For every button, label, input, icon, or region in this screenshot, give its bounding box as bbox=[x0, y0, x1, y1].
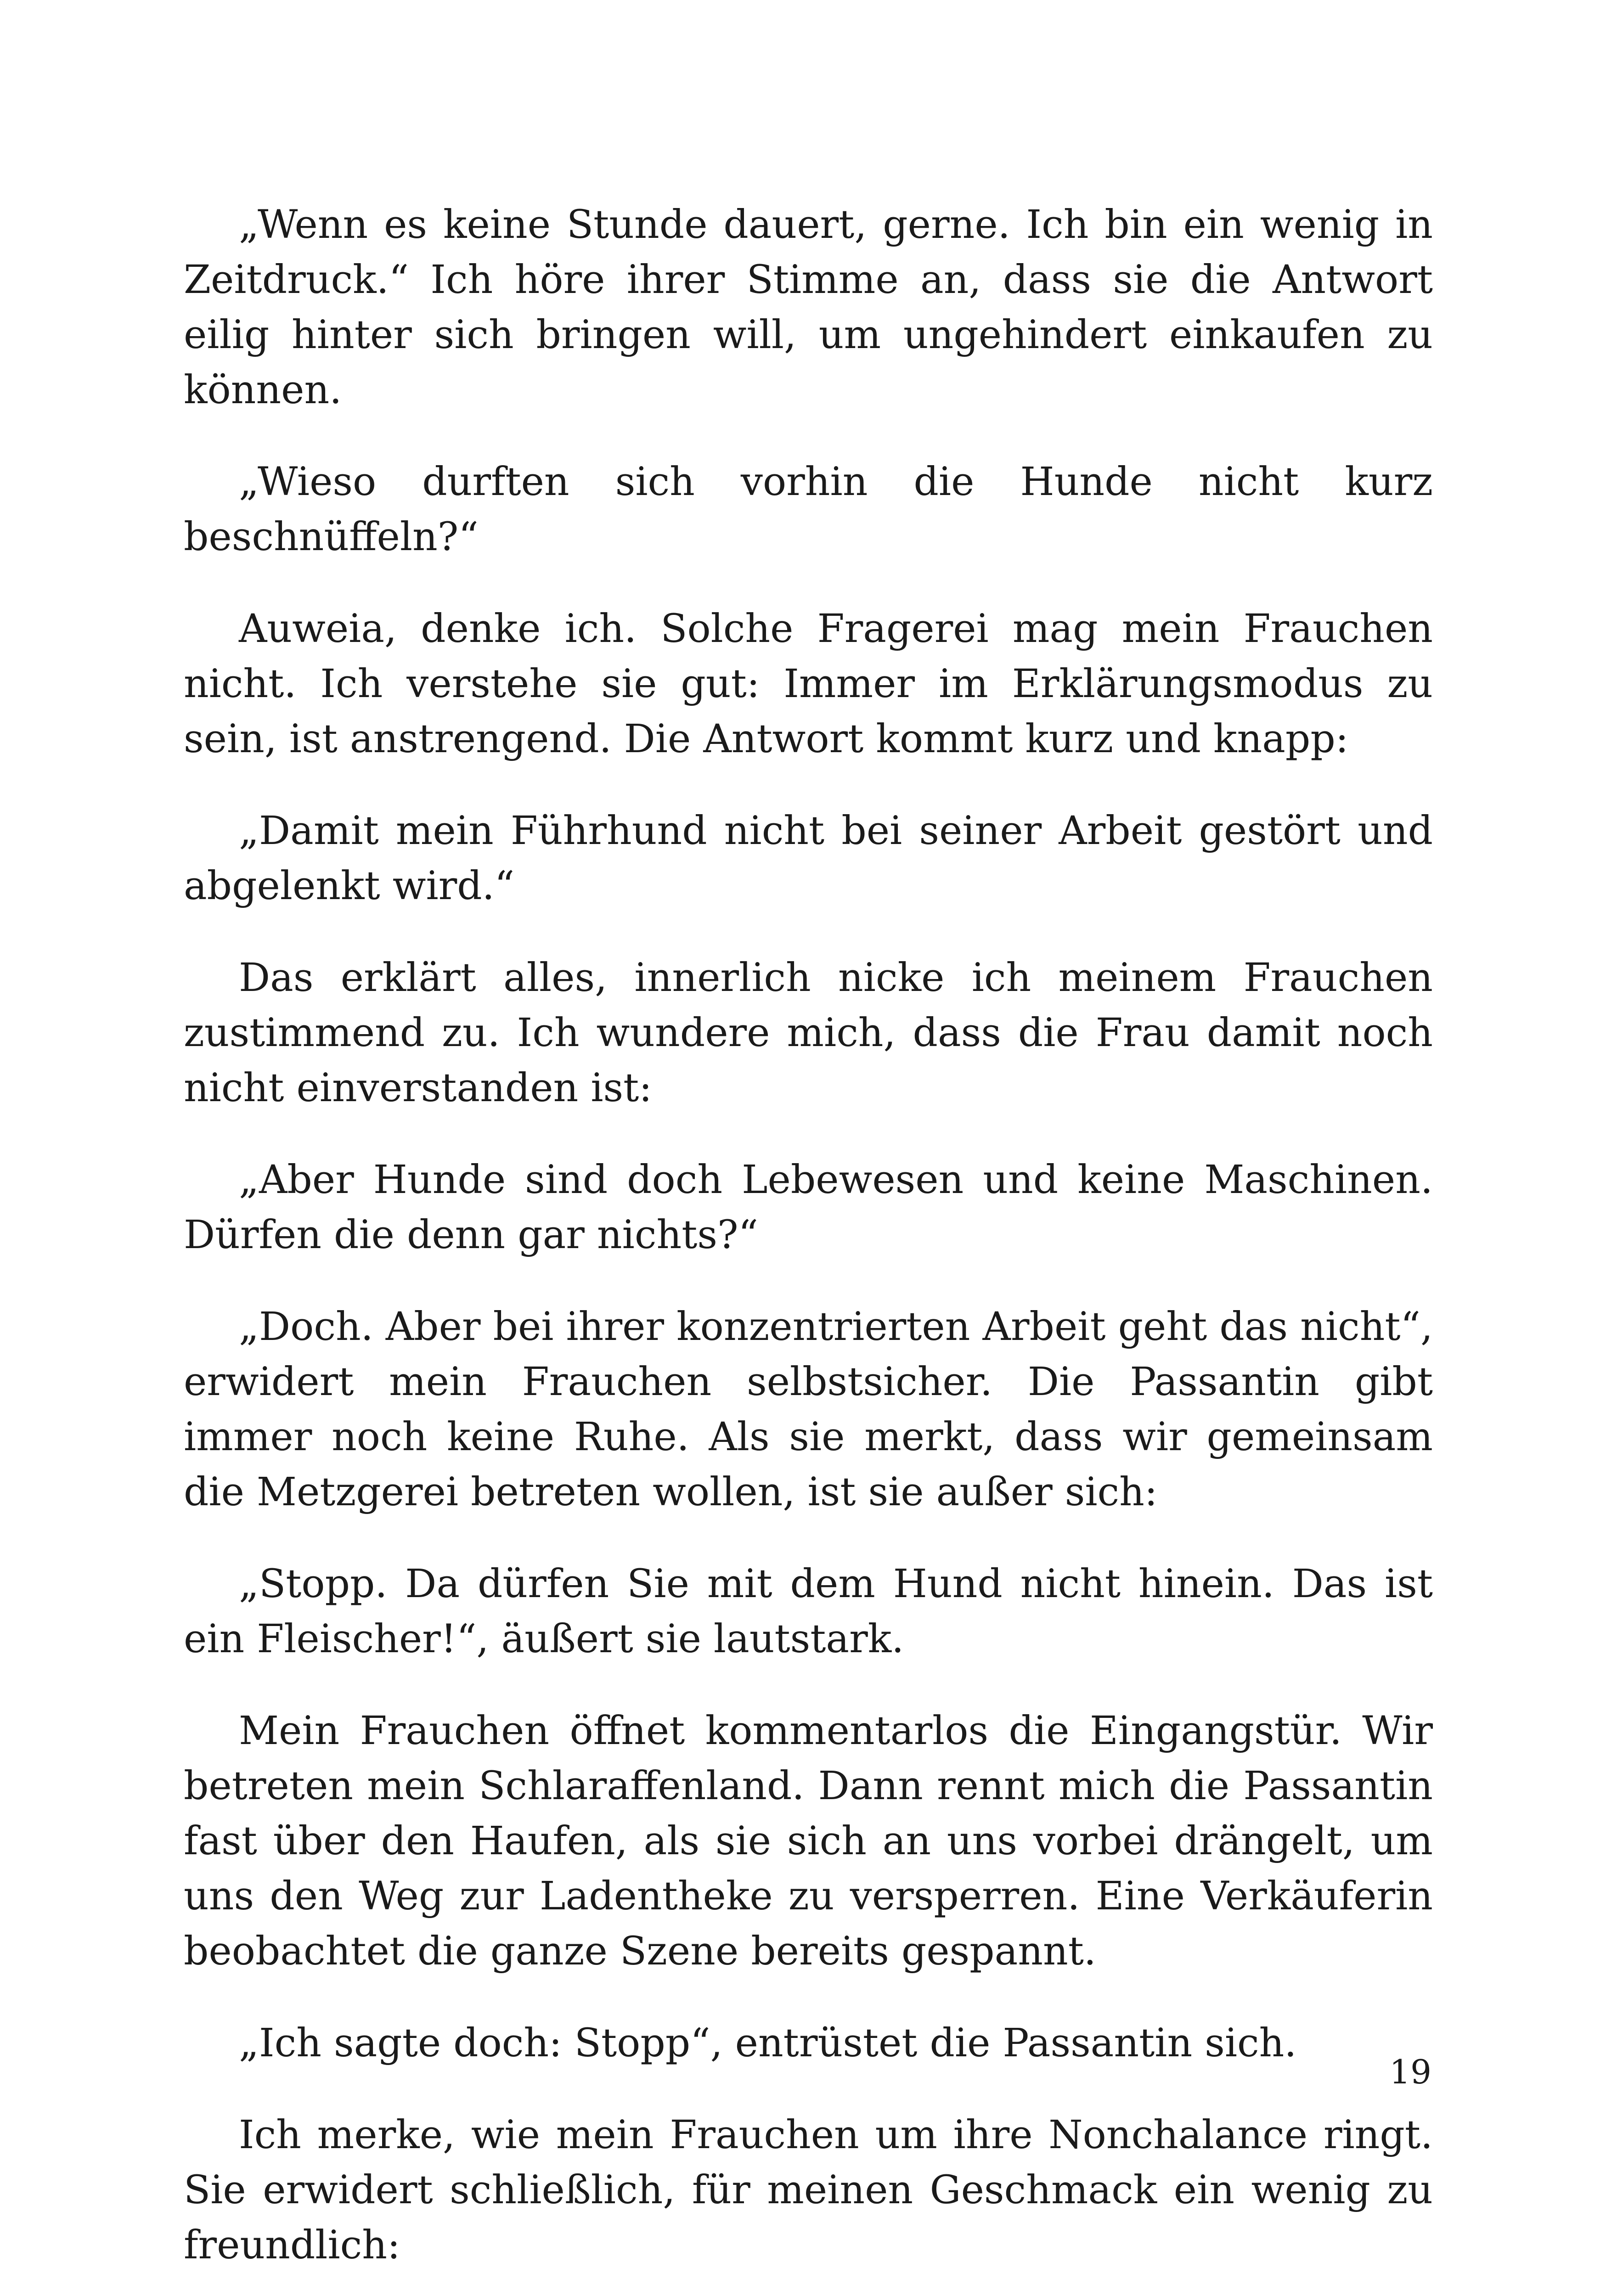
paragraph: „Wieso durften sich vorhin die Hunde nicht kurz beschnüffeln?“ bbox=[184, 459, 1433, 560]
body-text bbox=[184, 197, 1433, 2296]
paragraph: „Stopp. Da dürfen Sie mit dem Hund nicht hinein. Das ist ein Fleischer!“, äußert sie lautstark. bbox=[184, 1561, 1433, 1662]
page-number: 19 bbox=[1389, 2053, 1431, 2091]
paragraph: „Damit mein Führhund nicht bei seiner Arbeit gestört und abgelenkt wird.“ bbox=[184, 808, 1433, 909]
paragraph: Ich merke, wie mein Frauchen um ihre Nonchalance ringt. Sie erwidert schließlich, für meinen Geschmack ein wenig zu freundlich: bbox=[184, 2112, 1433, 2268]
paragraph: „Wenn es keine Stunde dauert, gerne. Ich bin ein wenig in Zeitdruck.“ Ich höre ihrer Stimme an, dass sie die Antwort eilig hinter sich bringen will, um ungehindert einkaufen zu können. bbox=[184, 202, 1433, 413]
paragraph: „Aber Hunde sind doch Lebewesen und keine Maschinen. Dürfen die denn gar nichts?“ bbox=[184, 1157, 1433, 1258]
paragraph: Das erklärt alles, innerlich nicke ich meinem Frauchen zustimmend zu. Ich wundere mich, dass die Frau damit noch nicht einverstanden ist: bbox=[184, 955, 1433, 1111]
paragraph: Auweia, denke ich. Solche Fragerei mag mein Frauchen nicht. Ich verstehe sie gut: Immer im Erklärungsmodus zu sein, ist anstrengend. Die Antwort kommt kurz und knapp: bbox=[184, 606, 1433, 762]
paragraph: „Doch. Aber bei ihrer konzentrierten Arbeit geht das nicht“, erwidert mein Frauchen selbstsicher. Die Passantin gibt immer noch keine Ruhe. Als sie merkt, dass wir gemeinsam die Metzgerei betreten wollen, ist sie außer sich: bbox=[184, 1304, 1433, 1515]
paragraph: „Ich sagte doch: Stopp“, entrüstet die Passantin sich. bbox=[239, 2020, 1297, 2066]
paragraph: Mein Frauchen öffnet kommentarlos die Eingangstür. Wir betreten mein Schlaraffenland. Dann rennt mich die Passantin fast über den Haufen, als sie sich an uns vorbei drängelt, um uns den Weg zur Ladentheke zu versperren. Eine Verkäuferin beobachtet die ganze Szene bereits gespannt. bbox=[184, 1708, 1433, 1974]
